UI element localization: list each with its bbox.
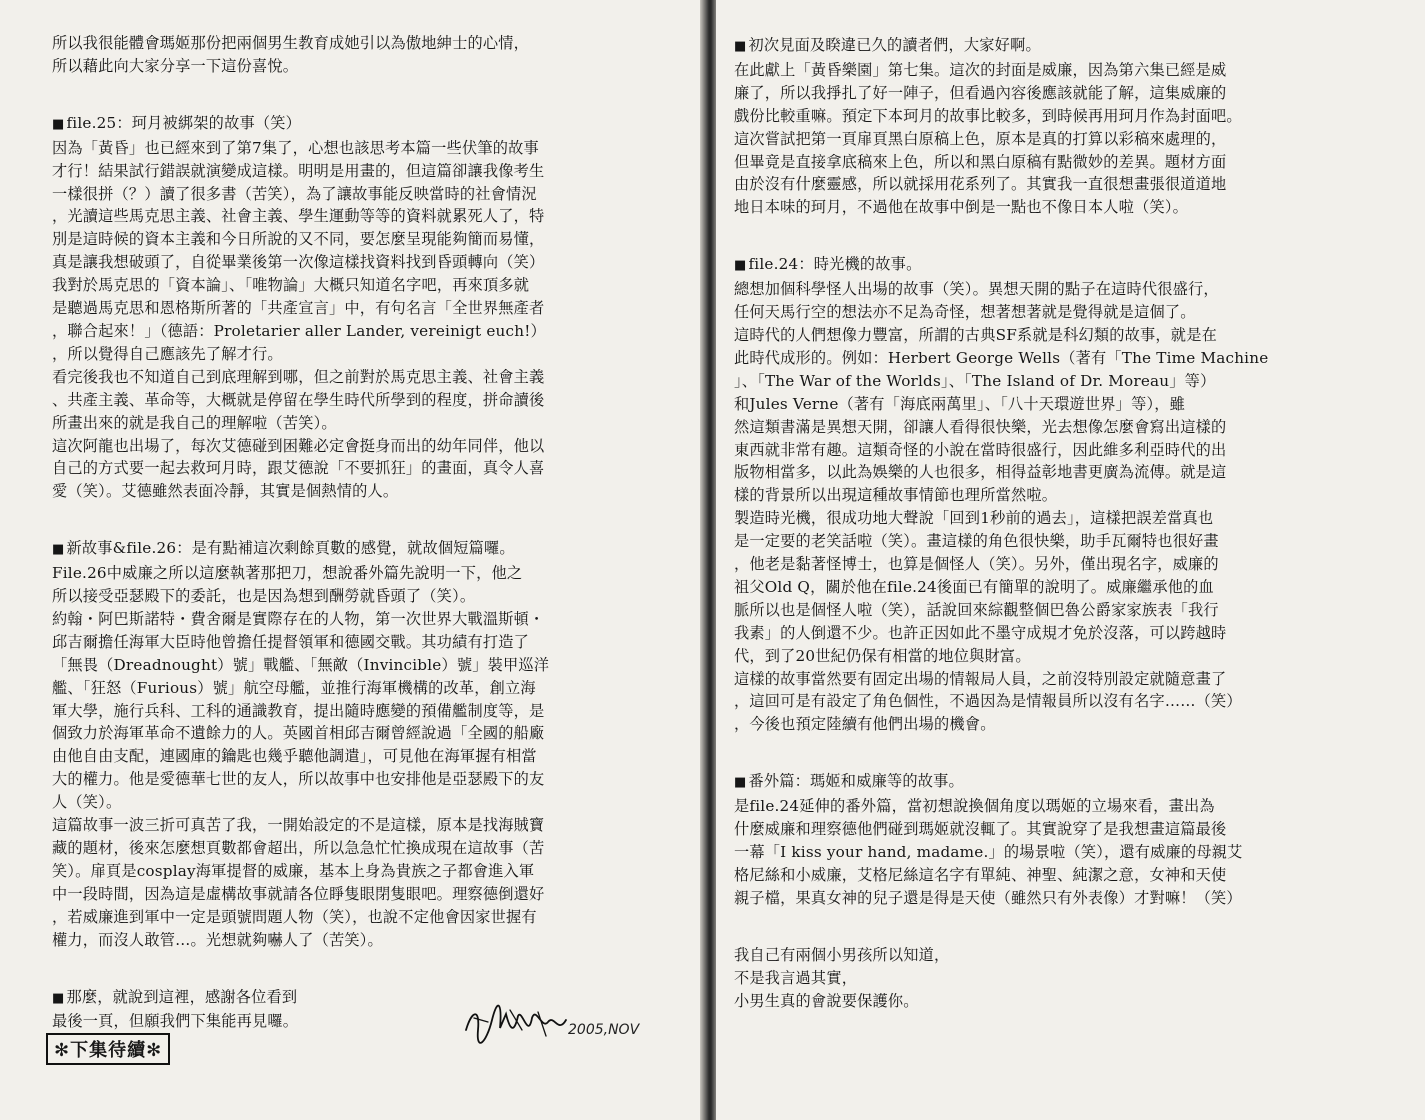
file25-body: 因為「黃昏」也已經來到了第7集了，心想也該思考本篇一些伏筆的故事 才行！結果試行錯誤就演變成這樣。明明是用畫的，但這篇卻讓我像考生 一樣很拼（？）讀了很多書（苦笑），為了讓故事能反映當時的社會情況 ，光讀這些馬克思主義、社會主義、學生運動等等的資料就累死人了，特 別是這時候的資本主義和今日所說的又不同，要怎麼呈現能夠簡而易懂， 真是讓我想破頭了，自從畢業後第一次像這樣找資料找到昏頭轉向（笑） 我對於馬克思的「資本論」、「唯物論」大概只知道名字吧，再來頂多就 是聽過馬克思和恩格斯所著的「共產宣言」中，有句名言「全世界無產者 ，聯合起來！」（德語：Proletarier aller Lander, vereinigt euch!） ，所以覺得自己應該先了解才行。 看完後我也不知道自己到底理解到哪，但之前對於馬克思主義、社會主義 、共產主義、革命等，大概就是停留在學生時代所學到的程度，拼命讀後 所畫出來的就是我自己的理解啦（苦笑）。 這次阿龍也出場了，每次艾德碰到困難必定會挺身而出的幼年同伴，他以 自己的方式要一起去救珂月時，跟艾德說「不要抓狂」的畫面，真令人喜 愛（笑）。艾德雖然表面冷靜，其實是個熱情的人。	[52, 138, 546, 501]
intro-paragraph: 所以我很能體會瑪姬那份把兩個男生教育成她引以為傲地紳士的心情， 所以藉此向大家分享一下這份喜悅。	[52, 34, 530, 75]
square-bullet-icon: ■	[52, 116, 65, 132]
extra-heading	[734, 770, 1406, 795]
square-bullet-icon: ■	[52, 542, 65, 558]
left-column	[52, 32, 700, 1033]
square-bullet-icon: ■	[734, 258, 747, 274]
file26-heading-text: 新故事&file.26：是有點補這次剩餘頁數的感覺，就故個短篇囉。	[66, 539, 515, 558]
file24-body: 總想加個科學怪人出場的故事（笑）。異想天開的點子在這時代很盛行， 任何天馬行空的想法亦不足為奇怪，想著想著就是覺得就是這個了。 這時代的人們想像力豐富，所謂的古典SF系就是科幻類的故事，就是在 此時代成形的。例如：Herbert George Wells（著有「The Time Machine 」、「The War of the Worlds」、「The Island of Dr. Moreau」等） 和Jules Verne（著有「海底兩萬里」、「八十天環遊世界」等），雖 然這類書滿是異想天開，卻讓人看得很快樂，光去想像怎麼會寫出這樣的 東西就非常有趣。這類奇怪的小說在當時很盛行，因此維多利亞時代的出 版物相當多，以此為娛樂的人也很多，相得益彰地書更廣為流傳。就是這 樣的背景所以出現這種故事情節也理所當然啦。 製造時光機，很成功地大聲說「回到1秒前的過去」，這樣把誤差當真也 是一定要的老笑話啦（笑）。畫這樣的角色很快樂，助手瓦爾特也很好畫 ，他老是黏著怪博士，也算是個怪人（笑）。另外，僅出現名字，威廉的 祖父Old Q，關於他在file.24後面已有簡單的說明了。威廉繼承他的血 脈所以也是個怪人啦（笑），話說回來綜觀整個巴魯公爵家家族表「我行 我素」的人倒還不少。也許正因如此不墨守成規才免於沒落，可以跨越時 代，到了20世紀仍保有相當的地位與財富。 這樣的故事當然要有固定出場的情報局人員，之前沒特別設定就隨意畫了 ，這回可是有設定了角色個性，不過因為是情報員所以沒有名字……（笑） ，今後也預定陸續有他們出場的機會。	[734, 280, 1269, 734]
closing-poem: 我自己有兩個小男孩所以知道， 不是我言過其實， 小男生真的會說要保護你。	[734, 945, 950, 1010]
file25-heading-text: file.25：珂月被綁架的故事（笑）	[66, 113, 302, 132]
closing-heading-text: 那麼，就說到這裡，感謝各位看到	[66, 987, 298, 1006]
file24-heading-text: file.24：時光機的故事。	[748, 255, 922, 274]
square-bullet-icon: ■	[52, 990, 65, 1006]
signature-scribble-icon	[462, 1000, 572, 1050]
greeting-heading-text: 初次見面及睽違已久的讀者們，大家好啊。	[748, 36, 1041, 54]
file26-heading	[52, 537, 700, 562]
file24-heading	[734, 253, 1406, 278]
greeting-body: 在此獻上「黃昏樂園」第七集。這次的封面是威廉，因為第六集已經是威 廉了，所以我掙扎了好一陣子，但看過內容後應該就能了解，這集威廉的 戲份比較重嘛。預定下本珂月的故事比較多，到時候再用珂月作為封面吧。 這次嘗試把第一頁扉頁黑白原稿上色，原本是真的打算以彩稿來處理的， 但畢竟是直接拿底稿來上色，所以和黑白原稿有點微妙的差異。題材方面 由於沒有什麼靈感，所以就採用花系列了。其實我一直很想畫張很道道地 地日本味的珂月，不過他在故事中倒是一點也不像日本人啦（笑）。	[734, 60, 1242, 217]
greeting-heading	[734, 34, 1406, 59]
author-signature	[462, 1000, 682, 1060]
file26-body: File.26中威廉之所以這麼執著那把刀，想說番外篇先說明一下，他之 所以接受亞瑟殿下的委託，也是因為想到酬勞就昏頭了（笑）。 約翰・阿巴斯諾特・費舍爾是實際存在的人物，第一次世界大戰溫斯頓・ 邱吉爾擔任海軍大臣時他曾擔任提督領軍和德國交戰。其功績有打造了 「無畏（Dreadnought）號」戰艦、「無敵（Invincible）號」裝甲巡洋 艦、「狂怒（Furious）號」航空母艦，並推行海軍機構的改革，創立海 軍大學，施行兵科、工科的通識教育，提出隨時應變的預備艦制度等，是 個致力於海軍革命不遺餘力的人。英國首相邱吉爾曾經說過「全國的船廠 由他自由支配，連國庫的鑰匙也幾乎聽他調遣」，可見他在海軍握有相當 大的權力。他是愛德華七世的友人，所以故事中也安排他是亞瑟殿下的友 人（笑）。 這篇故事一波三折可真苦了我，一開始設定的不是這樣，原本是找海賊寶 藏的題材，後來怎麼想頁數都會超出，所以急急忙忙換成現在這故事（苦 笑）。扉頁是cosplay海軍提督的威廉，基本上身為貴族之子都會進入軍 中一段時間，因為這是虛構故事就請各位睜隻眼閉隻眼吧。理察德倒還好 ，若威廉進到軍中一定是頭號問題人物（笑），也說不定他會因家世握有 權力，而沒人敢管…。光想就夠嚇人了（苦笑）。	[52, 564, 550, 949]
signature-date: 2005,NOV	[568, 1022, 640, 1038]
left-page	[0, 0, 704, 1120]
closing-body: 最後一頁，但願我們下集能再見囉。	[52, 1012, 299, 1031]
square-bullet-icon: ■	[734, 39, 747, 54]
square-bullet-icon: ■	[734, 775, 747, 791]
file25-heading	[52, 112, 700, 137]
right-page	[716, 0, 1425, 1120]
extra-body: 是file.24延伸的番外篇，當初想說換個角度以瑪姬的立場來看，畫出為 什麼威廉和理察德他們碰到瑪姬就沒輒了。其實說穿了是我想畫這篇最後 一幕「I kiss your hand, madame.」的場景啦（笑），還有威廉的母親艾 格尼絲和小威廉，艾格尼絲這名字有單純、神聖、純潔之意，女神和天使 親子檔，果真女神的兒子還是得是天使（雖然只有外表像）才對嘛！（笑）	[734, 797, 1243, 907]
right-column	[734, 34, 1406, 1012]
extra-heading-text: 番外篇：瑪姬和威廉等的故事。	[748, 772, 964, 791]
to-be-continued-label: ✻下集待續✻	[46, 1033, 170, 1065]
